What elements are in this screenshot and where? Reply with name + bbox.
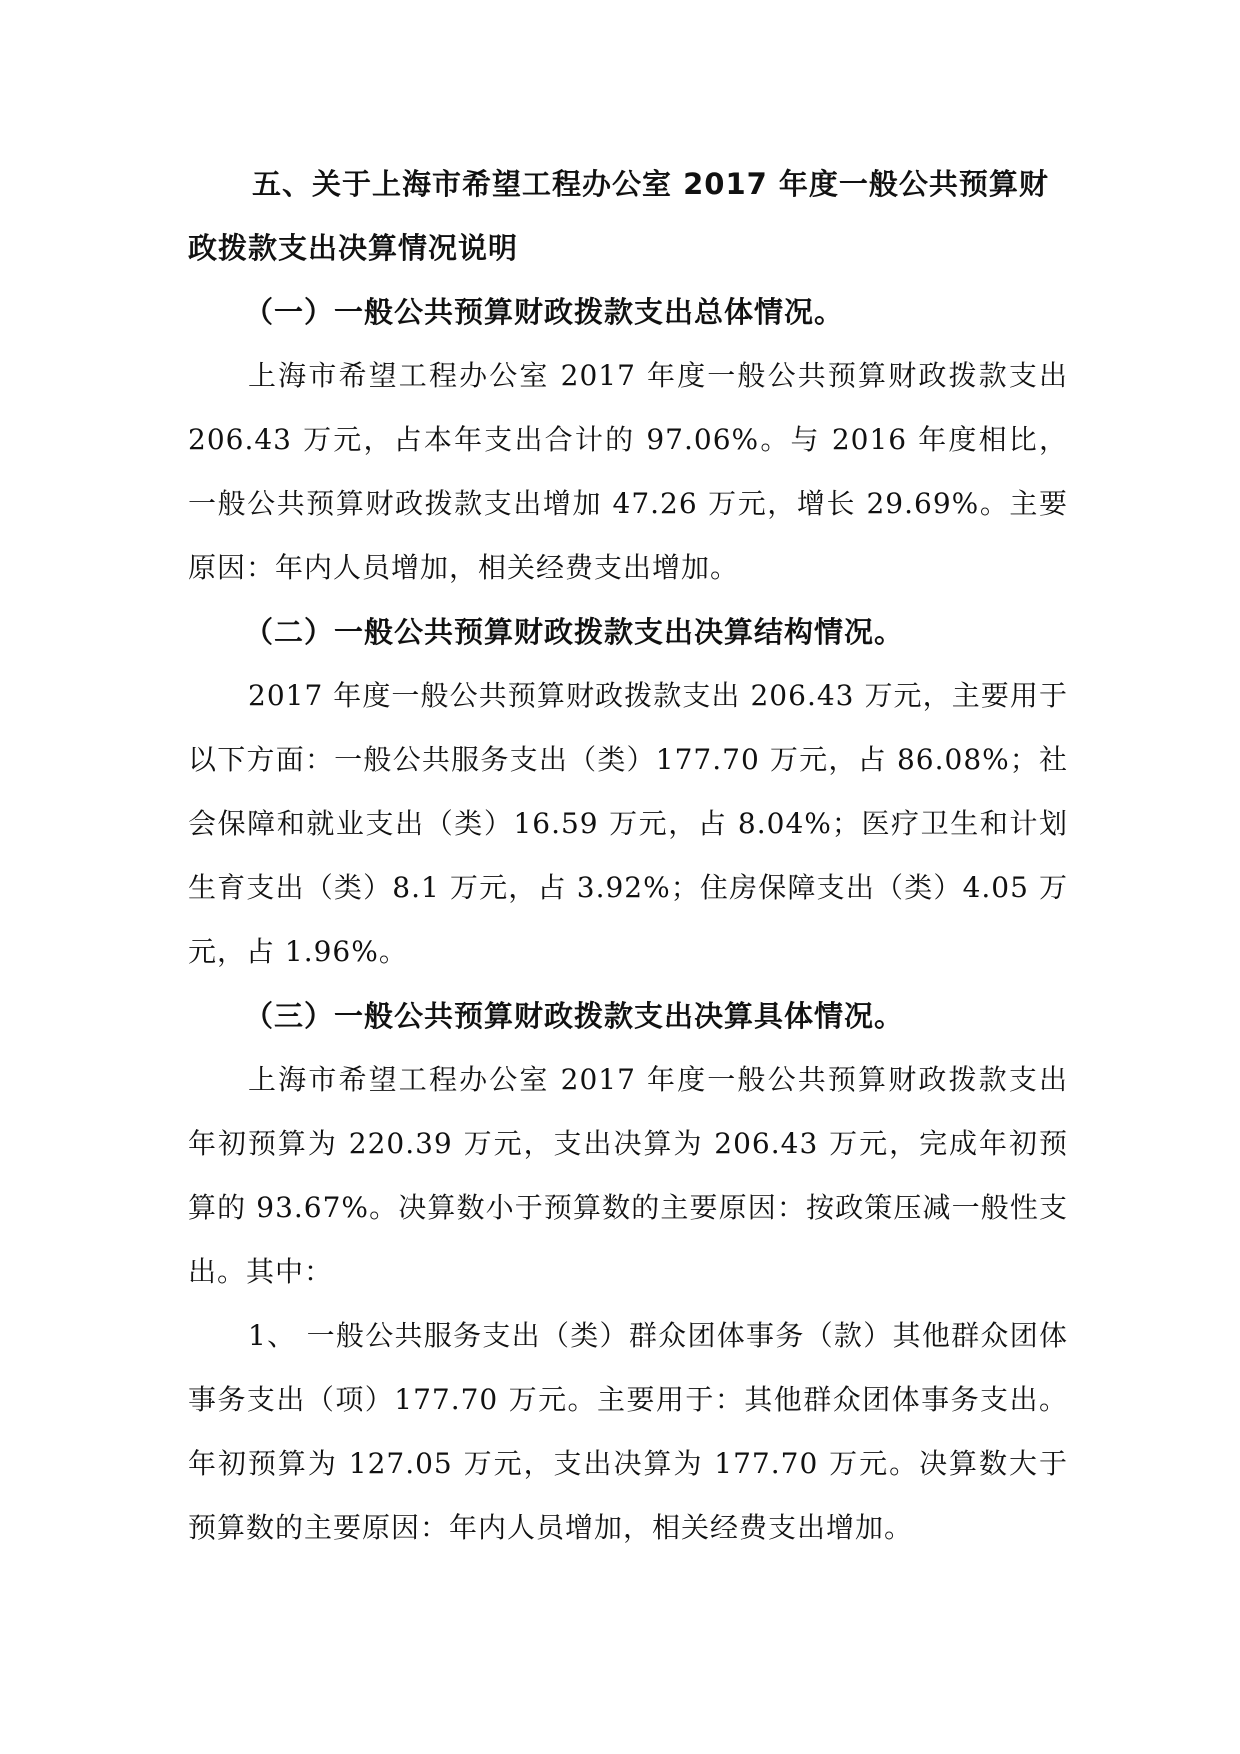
document-content	[188, 152, 1068, 1560]
section-title: 五、关于上海市希望工程办公室 2017 年度一般公共预算财政拨款支出决算情况说明	[188, 167, 1049, 265]
part3-item-1: 1、 一般公共服务支出（类）群众团体事务（款）其他群众团体事务支出（项）177.70 万元。主要用于：其他群众团体事务支出。年初预算为 127.05 万元，支出决算为 177.70 万元。决算数大于预算数的主要原因：年内人员增加，相关经费支出增加。	[188, 1319, 1068, 1544]
part3-heading: （三）一般公共预算财政拨款支出决算具体情况。	[244, 999, 905, 1033]
part3-paragraph: 上海市希望工程办公室 2017 年度一般公共预算财政拨款支出年初预算为 220.39 万元，支出决算为 206.43 万元，完成年初预算的 93.67%。决算数小于预算数的主要原因：按政策压减一般性支出。其中：	[188, 1063, 1068, 1288]
part2-heading: （二）一般公共预算财政拨款支出决算结构情况。	[244, 615, 905, 649]
part1-heading: （一）一般公共预算财政拨款支出总体情况。	[244, 295, 845, 329]
part2-paragraph: 2017 年度一般公共预算财政拨款支出 206.43 万元，主要用于以下方面：一般公共服务支出（类）177.70 万元，占 86.08%；社会保障和就业支出（类）16.59 万元，占 8.04%；医疗卫生和计划生育支出（类）8.1 万元，占 3.92%；住房保障支出（类）4.05 万元，占 1.96%。	[188, 679, 1068, 968]
part1-paragraph: 上海市希望工程办公室 2017 年度一般公共预算财政拨款支出 206.43 万元，占本年支出合计的 97.06%。与 2016 年度相比，一般公共预算财政拨款支出增加 47.26 万元，增长 29.69%。主要原因：年内人员增加，相关经费支出增加。	[188, 359, 1068, 584]
